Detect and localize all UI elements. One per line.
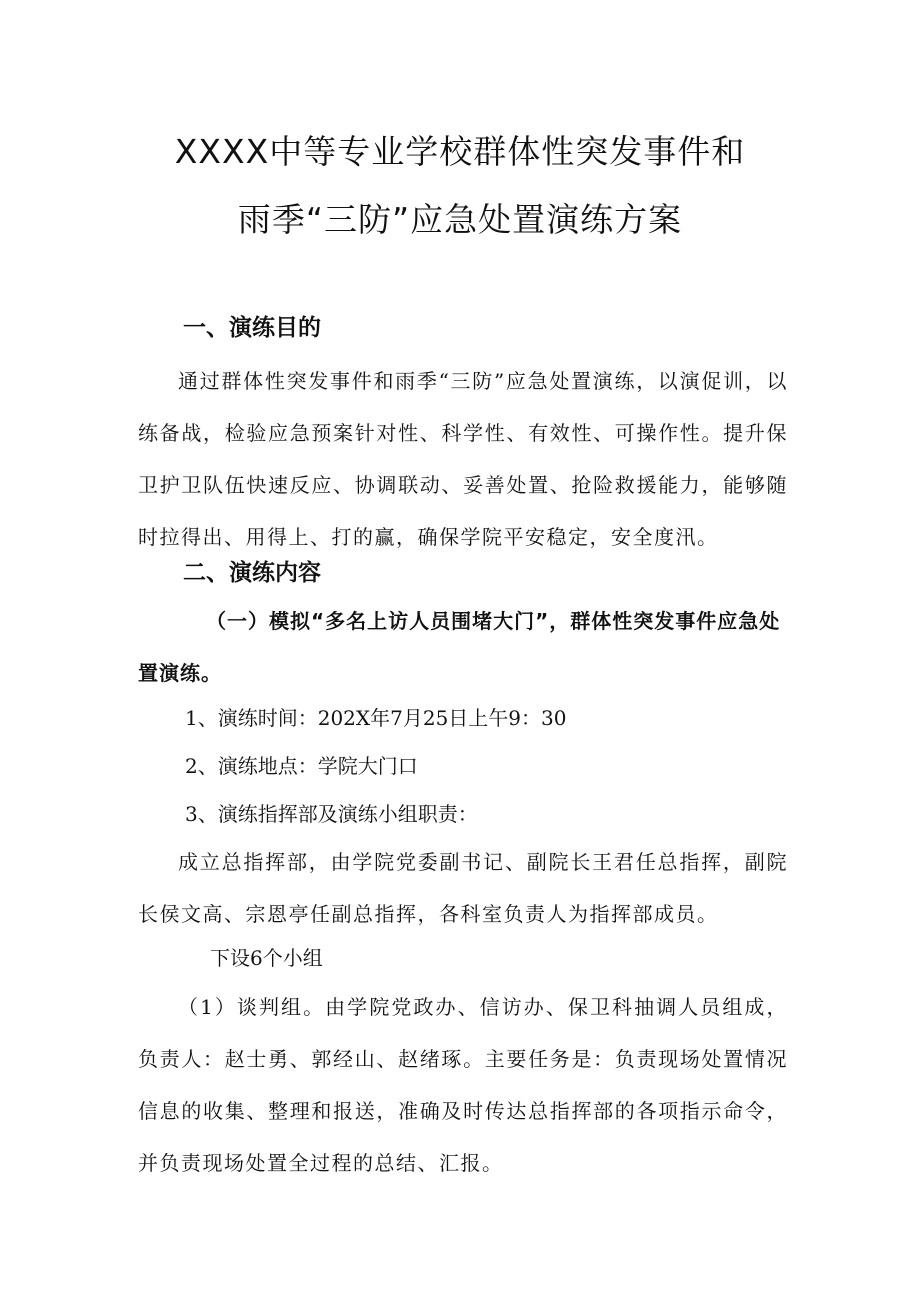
- command-paragraph: 成立总指挥部，由学院党委副书记、副院长王君任总指挥，副院长侯文高、宗恩亭任副总指挥，各科室负责人为指挥部成员。: [138, 850, 788, 926]
- section-1-paragraph: 通过群体性突发事件和雨季“三防”应急处置演练，以演促训，以练备战，检验应急预案针对性、科学性、有效性、可操作性。提升保卫护卫队伍快速反应、协调联动、妥善处置、抢险救援能力，能够随时拉得出、用得上、打的赢，确保学院平安稳定，安全度汛。: [138, 369, 788, 549]
- group-1-paragraph: （1）谈判组。由学院党政办、信访办、保卫科抽调人员组成，负责人：赵士勇、郭经山、赵绪琢。主要任务是：负责现场处置情况信息的收集、整理和报送，准确及时传达总指挥部的各项指示命令，并负责现场处置全过程的总结、汇报。: [138, 995, 788, 1175]
- drill-time-item: 1、演练时间：202X年7月25日上午9：30: [185, 706, 567, 730]
- groups-intro: 下设6个小组: [210, 946, 323, 970]
- drill-command-item: 3、演练指挥部及演练小组职责：: [185, 802, 478, 826]
- document-title-line-2: 雨季“三防”应急处置演练方案: [237, 200, 683, 239]
- section-2-heading: 二、演练内容: [183, 560, 321, 586]
- document-title-line-1: XXXX中等专业学校群体性突发事件和: [174, 132, 746, 171]
- section-2-subheading: （一）模拟“多名上访人员围堵大门”，群体性突发事件应急处置演练。: [138, 609, 781, 685]
- drill-location-item: 2、演练地点：学院大门口: [185, 754, 418, 778]
- section-1-heading: 一、演练目的: [183, 315, 321, 341]
